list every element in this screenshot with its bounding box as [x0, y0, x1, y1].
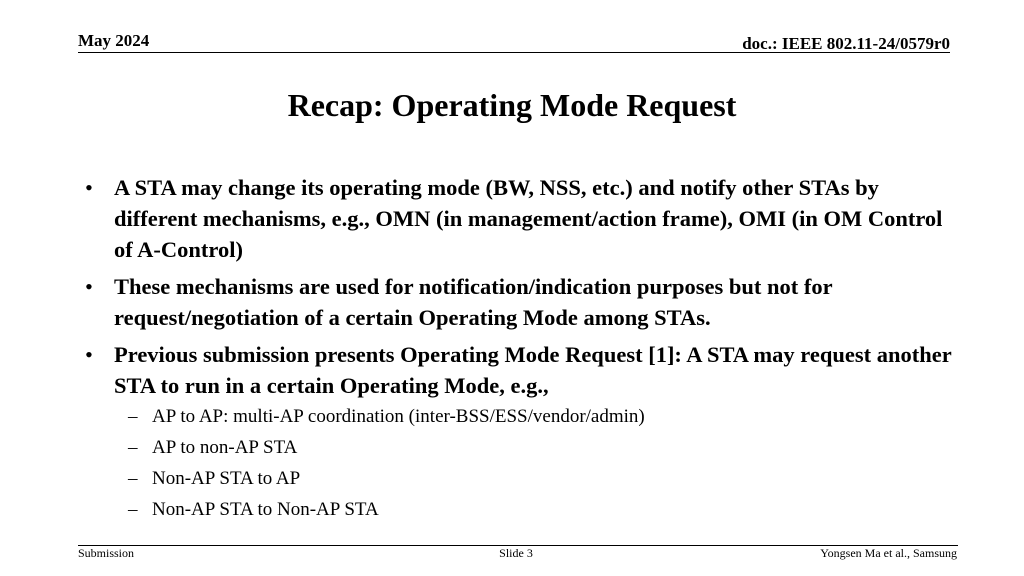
bullet-text: These mechanisms are used for notification/indication purposes but not for request/negotiation of a certain Operating Mode among STAs.	[114, 274, 833, 330]
sub-bullet-marker: –	[128, 499, 138, 520]
sub-bullet-text: AP to AP: multi-AP coordination (inter-BSS/ESS/vendor/admin)	[152, 406, 645, 427]
sub-bullet-text: Non-AP STA to Non-AP STA	[152, 499, 379, 520]
bullet-item	[84, 339, 954, 525]
sub-bullet-list	[84, 401, 954, 525]
sub-bullet-text: Non-AP STA to AP	[152, 468, 301, 489]
header-doc-id: doc.: IEEE 802.11-24/0579r0	[742, 34, 950, 53]
sub-bullet-item	[84, 463, 954, 494]
bullet-marker: •	[85, 175, 93, 200]
sub-bullet-item	[84, 494, 954, 525]
sub-bullet-marker: –	[128, 437, 138, 458]
footer-slide-number: Slide 3	[499, 546, 533, 560]
sub-bullet-marker: –	[128, 468, 138, 489]
sub-bullet-text: AP to non-AP STA	[152, 437, 298, 458]
sub-bullet-item	[84, 401, 954, 432]
bullet-list	[84, 172, 954, 531]
bullet-text: Previous submission presents Operating Mode Request [1]: A STA may request another STA to run in a certain Operating Mode, e.g.,	[114, 342, 952, 398]
sub-bullet-item	[84, 432, 954, 463]
bullet-marker: •	[85, 274, 93, 299]
bullet-item	[84, 172, 954, 265]
header-date: May 2024	[78, 31, 150, 50]
header-divider	[78, 52, 950, 53]
slide-title: Recap: Operating Mode Request	[287, 87, 737, 123]
bullet-text: A STA may change its operating mode (BW, NSS, etc.) and notify other STAs by different mechanisms, e.g., OMN (in management/action frame), OMI (in OM Control of A-Control)	[114, 175, 943, 262]
bullet-marker: •	[85, 342, 93, 367]
footer-authors: Yongsen Ma et al., Samsung	[820, 546, 957, 560]
footer-submission: Submission	[78, 546, 135, 560]
sub-bullet-marker: –	[128, 406, 138, 427]
bullet-item	[84, 271, 954, 333]
